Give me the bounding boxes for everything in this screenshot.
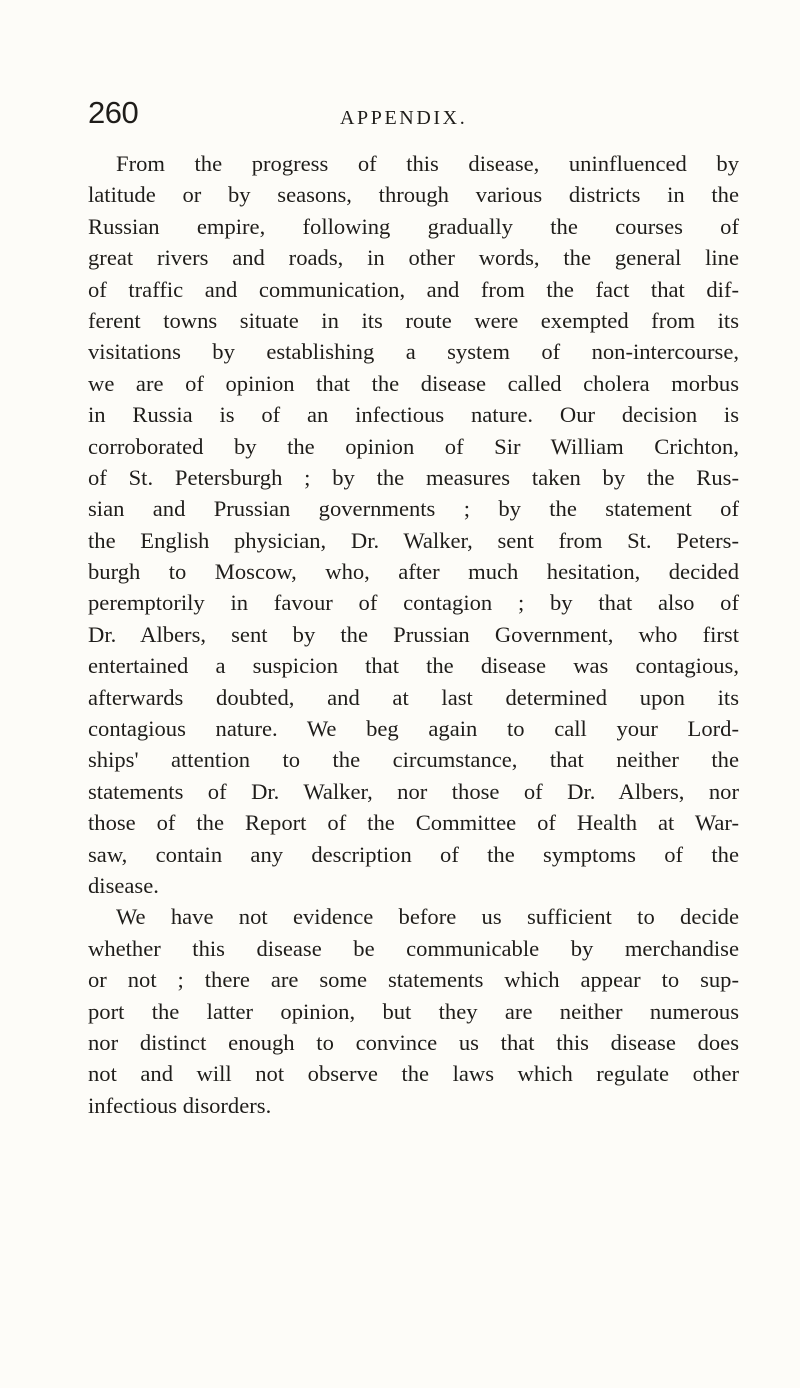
text-line: saw, contain any description of the symptoms of the [88,841,739,867]
text-line: those of the Report of the Committee of Health at War- [88,810,739,836]
text-line: entertained a suspicion that the disease was contagious, [88,653,739,679]
text-line: peremptorily in favour of contagion ; by that also of [88,590,739,616]
text-line: of St. Petersburgh ; by the measures taken by the Rus- [88,464,739,490]
running-head: APPENDIX. [340,107,468,129]
text-line: whether this disease be communicable by merchandise [88,935,739,961]
page-header [88,96,728,136]
text-line: or not ; there are some statements which appear to sup- [88,967,739,993]
text-line: great rivers and roads, in other words, the general line [88,245,739,271]
text-line: the English physician, Dr. Walker, sent from St. Peters- [88,527,739,553]
text-line: afterwards doubted, and at last determined upon its [88,684,739,710]
text-line: port the latter opinion, but they are neither numerous [88,998,739,1024]
text-line: Russian empire, following gradually the courses of [88,213,739,239]
text-line: Dr. Albers, sent by the Prussian Government, who first [88,621,739,647]
paragraph-2 [88,901,739,1121]
text-line: From the progress of this disease, uninfluenced by [116,151,739,176]
text-line: of traffic and communication, and from the fact that dif- [88,276,739,302]
page-number: 260 [88,95,139,130]
text-line: infectious disorders. [88,1092,272,1118]
text-line: latitude or by seasons, through various districts in the [88,182,739,208]
text-line: nor distinct enough to convince us that this disease does [88,1029,739,1055]
text-line: ferent towns situate in its route were exempted from its [88,307,739,333]
text-line: We have not evidence before us sufficient to decide [116,904,739,930]
text-line: in Russia is of an infectious nature. Our decision is [88,402,739,428]
text-line: statements of Dr. Walker, nor those of Dr. Albers, nor [88,778,739,804]
text-line: sian and Prussian governments ; by the statement of [88,496,739,522]
paragraph-1 [88,148,739,901]
text-line: not and will not observe the laws which regulate other [88,1061,739,1087]
text-line: contagious nature. We beg again to call your Lord- [88,716,739,742]
text-line: burgh to Moscow, who, after much hesitation, decided [88,559,739,585]
text-line: corroborated by the opinion of Sir William Crichton, [88,433,739,459]
text-line: visitations by establishing a system of non-intercourse, [88,339,739,365]
text-line: disease. [88,872,159,898]
body-text [88,148,739,1121]
text-line: ships' attention to the circumstance, that neither the [88,747,739,773]
text-line: we are of opinion that the disease called cholera morbus [88,370,739,396]
